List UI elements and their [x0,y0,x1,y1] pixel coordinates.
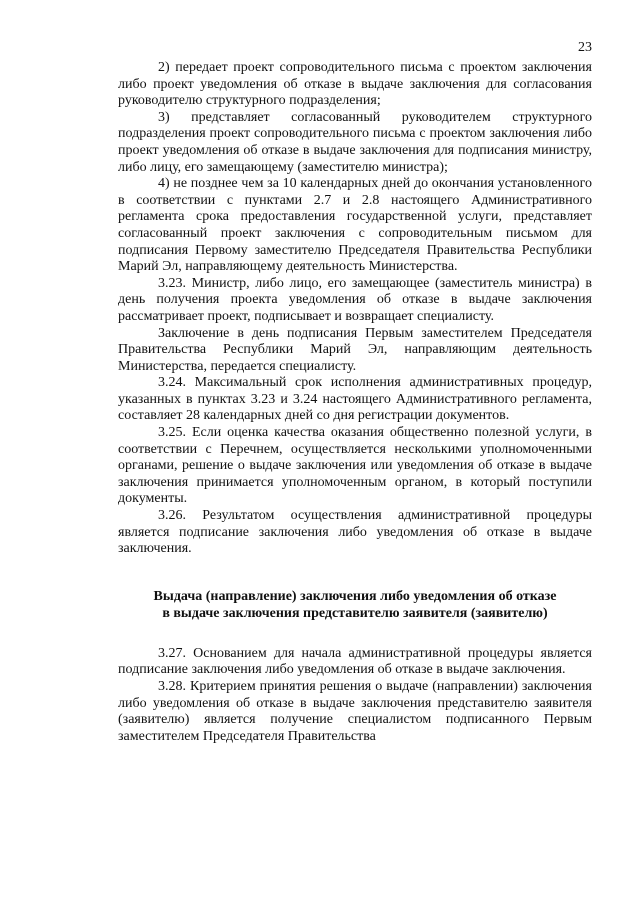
section-heading-line-1: Выдача (направление) заключения либо уведомления об отказе [153,588,557,604]
paragraph-item-4: 4) не позднее чем за 10 календарных дней до окончания установленного в соответствии с пунктами 2.7 и 2.8 настоящего Административного регламента срока предоставления государственной услуги, представляет согласованный проект заключения с сопроводительным письмом для подписания Первому заместителю Председателя Правительства Республики Марий Эл, направляющему деятельность Министерства. [118,176,592,275]
section-heading-line-2: в выдаче заключения представителю заявителя (заявителю) [162,605,548,621]
paragraph-item-2: 2) передает проект сопроводительного письма с проектом заключения либо проект уведомления об отказе в выдаче заключения для согласования руководителю структурного подразделения; [118,60,592,109]
document-body [118,60,592,745]
paragraph-3-23: 3.23. Министр, либо лицо, его замещающее (заместитель министра) в день получения проекта уведомления об отказе в выдаче заключения рассматривает проект, подписывает и возвращает специалисту. [118,275,592,324]
paragraph-3-28: 3.28. Критерием принятия решения о выдаче (направлении) заключения либо уведомления об отказе в выдаче заключения представителю заявителя (заявителю) является получение специалистом подписанного Первым заместителем Председателя Правительства [118,679,592,744]
paragraph-conclusion-transfer: Заключение в день подписания Первым заместителем Председателя Правительства Республики Марий Эл, направляющим деятельность Министерства, передается специалисту. [118,325,592,374]
page-number: 23 [578,40,592,55]
paragraph-3-24: 3.24. Максимальный срок исполнения административных процедур, указанных в пунктах 3.23 и 3.24 настоящего Административного регламента, составляет 28 календарных дней со дня регистрации документов. [118,375,592,424]
paragraph-3-25: 3.25. Если оценка качества оказания общественно полезной услуги, в соответствии с Перечнем, осуществляется несколькими уполномоченными органами, решение о выдаче заключения или уведомления об отказе в выдаче заключения принимается уполномоченным органом, в который поступили документы. [118,425,592,507]
paragraph-3-26: 3.26. Результатом осуществления административной процедуры является подписание заключения либо уведомления об отказе в выдаче заключения. [118,508,592,557]
paragraph-item-3: 3) представляет согласованный руководителем структурного подразделения проект сопроводительного письма с проектом заключения либо проект уведомления об отказе в выдаче заключения для подписания министру, либо лицу, его замещающему (заместителю министра); [118,109,592,175]
section-heading [118,588,592,622]
paragraph-3-27: 3.27. Основанием для начала административной процедуры является подписание заключения либо уведомления об отказе в выдаче заключения. [118,645,592,678]
